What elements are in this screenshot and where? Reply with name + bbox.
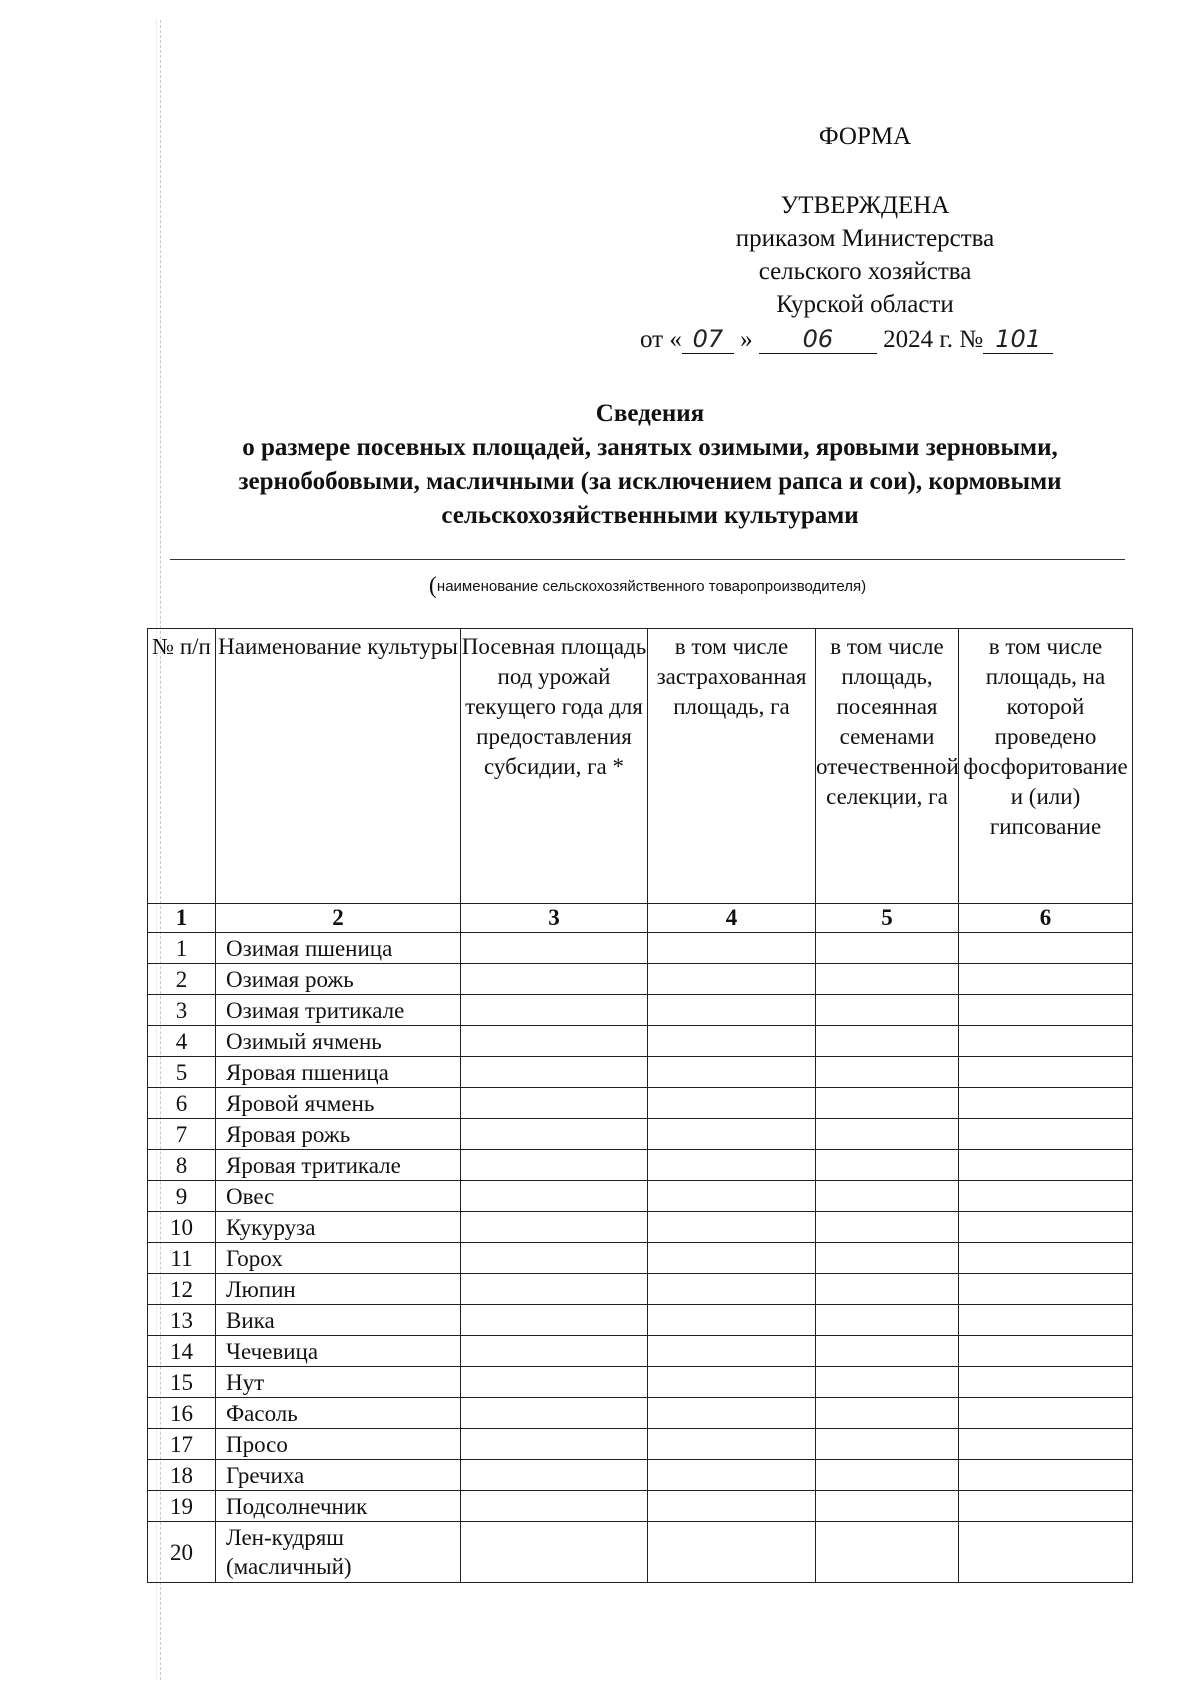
sown-area-cell[interactable] (461, 1150, 648, 1181)
table-header-row (148, 629, 1133, 904)
crop-name: Просо (216, 1429, 461, 1460)
row-number: 1 (148, 933, 216, 964)
row-number: 7 (148, 1119, 216, 1150)
sown-area-cell[interactable] (461, 1491, 648, 1522)
column-number: 5 (816, 904, 959, 933)
order-line: сельского хозяйства (758, 258, 972, 285)
domestic-seed-area-cell[interactable] (816, 1305, 959, 1336)
title-line: зернобобовыми, масличными (за исключением рапса и сои), кормовыми (238, 468, 1062, 495)
domestic-seed-area-cell[interactable] (816, 1026, 959, 1057)
sown-area-cell[interactable] (461, 1367, 648, 1398)
document-title (170, 397, 1130, 533)
phosphorite-area-cell[interactable] (959, 1367, 1133, 1398)
phosphorite-area-cell[interactable] (959, 1243, 1133, 1274)
table-row (148, 1026, 1133, 1057)
date-month-field[interactable]: 06 (759, 325, 877, 354)
table-row (148, 995, 1133, 1026)
insured-area-cell[interactable] (648, 1336, 816, 1367)
domestic-seed-area-cell[interactable] (816, 1212, 959, 1243)
crop-name: Горох (216, 1243, 461, 1274)
crop-name: Яровой ячмень (216, 1088, 461, 1119)
insured-area-cell[interactable] (648, 1181, 816, 1212)
crop-name: Вика (216, 1305, 461, 1336)
sown-area-cell[interactable] (461, 1274, 648, 1305)
title-line: сельскохозяйственными культурами (441, 502, 859, 529)
sown-area-cell[interactable] (461, 1460, 648, 1491)
crop-name: Озимая рожь (216, 964, 461, 995)
phosphorite-area-cell[interactable] (959, 964, 1133, 995)
domestic-seed-area-cell[interactable] (816, 1460, 959, 1491)
sown-area-cell[interactable] (461, 1057, 648, 1088)
domestic-seed-area-cell[interactable] (816, 1336, 959, 1367)
row-number: 18 (148, 1460, 216, 1491)
row-number: 3 (148, 995, 216, 1026)
header-cell-domestic-seed-area: в том числе площадь, посеянная семенами отечественной селекции, га (816, 629, 959, 904)
table-row (148, 1522, 1133, 1583)
phosphorite-area-cell[interactable] (959, 1336, 1133, 1367)
phosphorite-area-cell[interactable] (959, 1429, 1133, 1460)
crop-name: Яровая рожь (216, 1119, 461, 1150)
crop-name: Озимая пшеница (216, 933, 461, 964)
domestic-seed-area-cell[interactable] (816, 1119, 959, 1150)
table-row (148, 1305, 1133, 1336)
domestic-seed-area-cell[interactable] (816, 1429, 959, 1460)
crop-name: Кукуруза (216, 1212, 461, 1243)
row-number: 4 (148, 1026, 216, 1057)
crop-name: Подсолнечник (216, 1491, 461, 1522)
domestic-seed-area-cell[interactable] (816, 1491, 959, 1522)
domestic-seed-area-cell[interactable] (816, 933, 959, 964)
sown-area-cell[interactable] (461, 1119, 648, 1150)
table-row (148, 1429, 1133, 1460)
row-number: 5 (148, 1057, 216, 1088)
sown-area-cell[interactable] (461, 1026, 648, 1057)
insured-area-cell[interactable] (648, 1491, 816, 1522)
row-number: 17 (148, 1429, 216, 1460)
organization-name-field[interactable] (170, 559, 1125, 560)
table-row (148, 1367, 1133, 1398)
order-number-field[interactable]: 101 (983, 325, 1053, 354)
insured-area-cell[interactable] (648, 933, 816, 964)
column-number: 6 (959, 904, 1133, 933)
domestic-seed-area-cell[interactable] (816, 964, 959, 995)
column-number: 2 (216, 904, 461, 933)
insured-area-cell[interactable] (648, 1429, 816, 1460)
sown-area-cell[interactable] (461, 1212, 648, 1243)
phosphorite-area-cell[interactable] (959, 1150, 1133, 1181)
sown-area-cell[interactable] (461, 1243, 648, 1274)
phosphorite-area-cell[interactable] (959, 1460, 1133, 1491)
crops-table (147, 628, 1133, 1583)
title-line: о размере посевных площадей, занятых озимыми, яровыми зерновыми, (242, 434, 1058, 461)
approval-block (600, 120, 1130, 321)
column-number: 4 (648, 904, 816, 933)
sown-area-cell[interactable] (461, 1398, 648, 1429)
caption-text: наименование сельскохозяйственного товаропроизводителя) (436, 578, 867, 595)
table-row (148, 1057, 1133, 1088)
phosphorite-area-cell[interactable] (959, 1274, 1133, 1305)
domestic-seed-area-cell[interactable] (816, 1088, 959, 1119)
header-cell-sown-area: Посевная площадь под урожай текущего года для предоставления субсидии, га * (461, 629, 648, 904)
insured-area-cell[interactable] (648, 1274, 816, 1305)
sown-area-cell[interactable] (461, 1522, 648, 1583)
form-label: ФОРМА (818, 123, 912, 150)
column-number: 3 (461, 904, 648, 933)
domestic-seed-area-cell[interactable] (816, 995, 959, 1026)
domestic-seed-area-cell[interactable] (816, 1274, 959, 1305)
row-number: 2 (148, 964, 216, 995)
phosphorite-area-cell[interactable] (959, 1057, 1133, 1088)
insured-area-cell[interactable] (648, 1057, 816, 1088)
order-line: приказом Министерства (735, 225, 995, 252)
row-number: 14 (148, 1336, 216, 1367)
crop-name: Фасоль (216, 1398, 461, 1429)
phosphorite-area-cell[interactable] (959, 1026, 1133, 1057)
row-number: 16 (148, 1398, 216, 1429)
phosphorite-area-cell[interactable] (959, 1088, 1133, 1119)
date-year-text: 2024 г. № (883, 326, 984, 353)
insured-area-cell[interactable] (648, 1119, 816, 1150)
phosphorite-area-cell[interactable] (959, 1119, 1133, 1150)
header-cell-phosphorite-area: в том числе площадь, на которой проведено фосфоритование и (или) гипсование (959, 629, 1133, 904)
table-row (148, 964, 1133, 995)
row-number: 20 (148, 1522, 216, 1583)
date-day-field[interactable]: 07 (682, 325, 734, 354)
header-cell-number: № п/п (148, 629, 216, 904)
sown-area-cell[interactable] (461, 995, 648, 1026)
caption-paren: ( (428, 573, 437, 599)
crop-name: Чечевица (216, 1336, 461, 1367)
insured-area-cell[interactable] (648, 1460, 816, 1491)
row-number: 9 (148, 1181, 216, 1212)
insured-area-cell[interactable] (648, 1522, 816, 1583)
table-row (148, 1088, 1133, 1119)
phosphorite-area-cell[interactable] (959, 1522, 1133, 1583)
phosphorite-area-cell[interactable] (959, 1491, 1133, 1522)
sown-area-cell[interactable] (461, 1305, 648, 1336)
insured-area-cell[interactable] (648, 964, 816, 995)
column-number-row (148, 904, 1133, 933)
crop-name: Гречиха (216, 1460, 461, 1491)
phosphorite-area-cell[interactable] (959, 1212, 1133, 1243)
table-row (148, 1336, 1133, 1367)
insured-area-cell[interactable] (648, 1305, 816, 1336)
header-cell-insured-area: в том числе застрахованная площадь, га (648, 629, 816, 904)
table-body (148, 904, 1133, 1583)
phosphorite-area-cell[interactable] (959, 933, 1133, 964)
domestic-seed-area-cell[interactable] (816, 1522, 959, 1583)
crop-name: Яровая тритикале (216, 1150, 461, 1181)
row-number: 8 (148, 1150, 216, 1181)
insured-area-cell[interactable] (648, 1398, 816, 1429)
organization-caption (170, 573, 1125, 600)
row-number: 10 (148, 1212, 216, 1243)
insured-area-cell[interactable] (648, 1088, 816, 1119)
table-row (148, 1460, 1133, 1491)
domestic-seed-area-cell[interactable] (816, 1243, 959, 1274)
date-prefix: от « (640, 326, 682, 353)
row-number: 19 (148, 1491, 216, 1522)
table-row (148, 1243, 1133, 1274)
crop-name: Лен-кудряш (масличный) (216, 1522, 461, 1583)
title-heading: Сведения (595, 400, 705, 427)
crop-name: Озимая тритикале (216, 995, 461, 1026)
order-date-line (640, 323, 1110, 356)
domestic-seed-area-cell[interactable] (816, 1367, 959, 1398)
sown-area-cell[interactable] (461, 1429, 648, 1460)
domestic-seed-area-cell[interactable] (816, 1150, 959, 1181)
column-number: 1 (148, 904, 216, 933)
phosphorite-area-cell[interactable] (959, 1398, 1133, 1429)
crop-name: Нут (216, 1367, 461, 1398)
row-number: 11 (148, 1243, 216, 1274)
row-number: 12 (148, 1274, 216, 1305)
domestic-seed-area-cell[interactable] (816, 1181, 959, 1212)
approved-label: УТВЕРЖДЕНА (780, 192, 950, 219)
table-row (148, 1181, 1133, 1212)
crop-name: Люпин (216, 1274, 461, 1305)
sown-area-cell[interactable] (461, 1088, 648, 1119)
phosphorite-area-cell[interactable] (959, 995, 1133, 1026)
sown-area-cell[interactable] (461, 964, 648, 995)
order-line: Курской области (776, 291, 954, 318)
insured-area-cell[interactable] (648, 1243, 816, 1274)
table-row (148, 1150, 1133, 1181)
sown-area-cell[interactable] (461, 933, 648, 964)
table-row (148, 1119, 1133, 1150)
crop-name: Яровая пшеница (216, 1057, 461, 1088)
date-separator: » (740, 326, 753, 353)
table-row (148, 1491, 1133, 1522)
sown-area-cell[interactable] (461, 1181, 648, 1212)
phosphorite-area-cell[interactable] (959, 1305, 1133, 1336)
row-number: 15 (148, 1367, 216, 1398)
table-row (148, 933, 1133, 964)
row-number: 6 (148, 1088, 216, 1119)
row-number: 13 (148, 1305, 216, 1336)
table-row (148, 1274, 1133, 1305)
table-row (148, 1212, 1133, 1243)
crop-name: Озимый ячмень (216, 1026, 461, 1057)
domestic-seed-area-cell[interactable] (816, 1057, 959, 1088)
insured-area-cell[interactable] (648, 1150, 816, 1181)
phosphorite-area-cell[interactable] (959, 1181, 1133, 1212)
insured-area-cell[interactable] (648, 995, 816, 1026)
sown-area-cell[interactable] (461, 1336, 648, 1367)
domestic-seed-area-cell[interactable] (816, 1398, 959, 1429)
crop-name: Овес (216, 1181, 461, 1212)
header-cell-crop-name: Наименование культуры (216, 629, 461, 904)
insured-area-cell[interactable] (648, 1026, 816, 1057)
insured-area-cell[interactable] (648, 1367, 816, 1398)
insured-area-cell[interactable] (648, 1212, 816, 1243)
table-row (148, 1398, 1133, 1429)
